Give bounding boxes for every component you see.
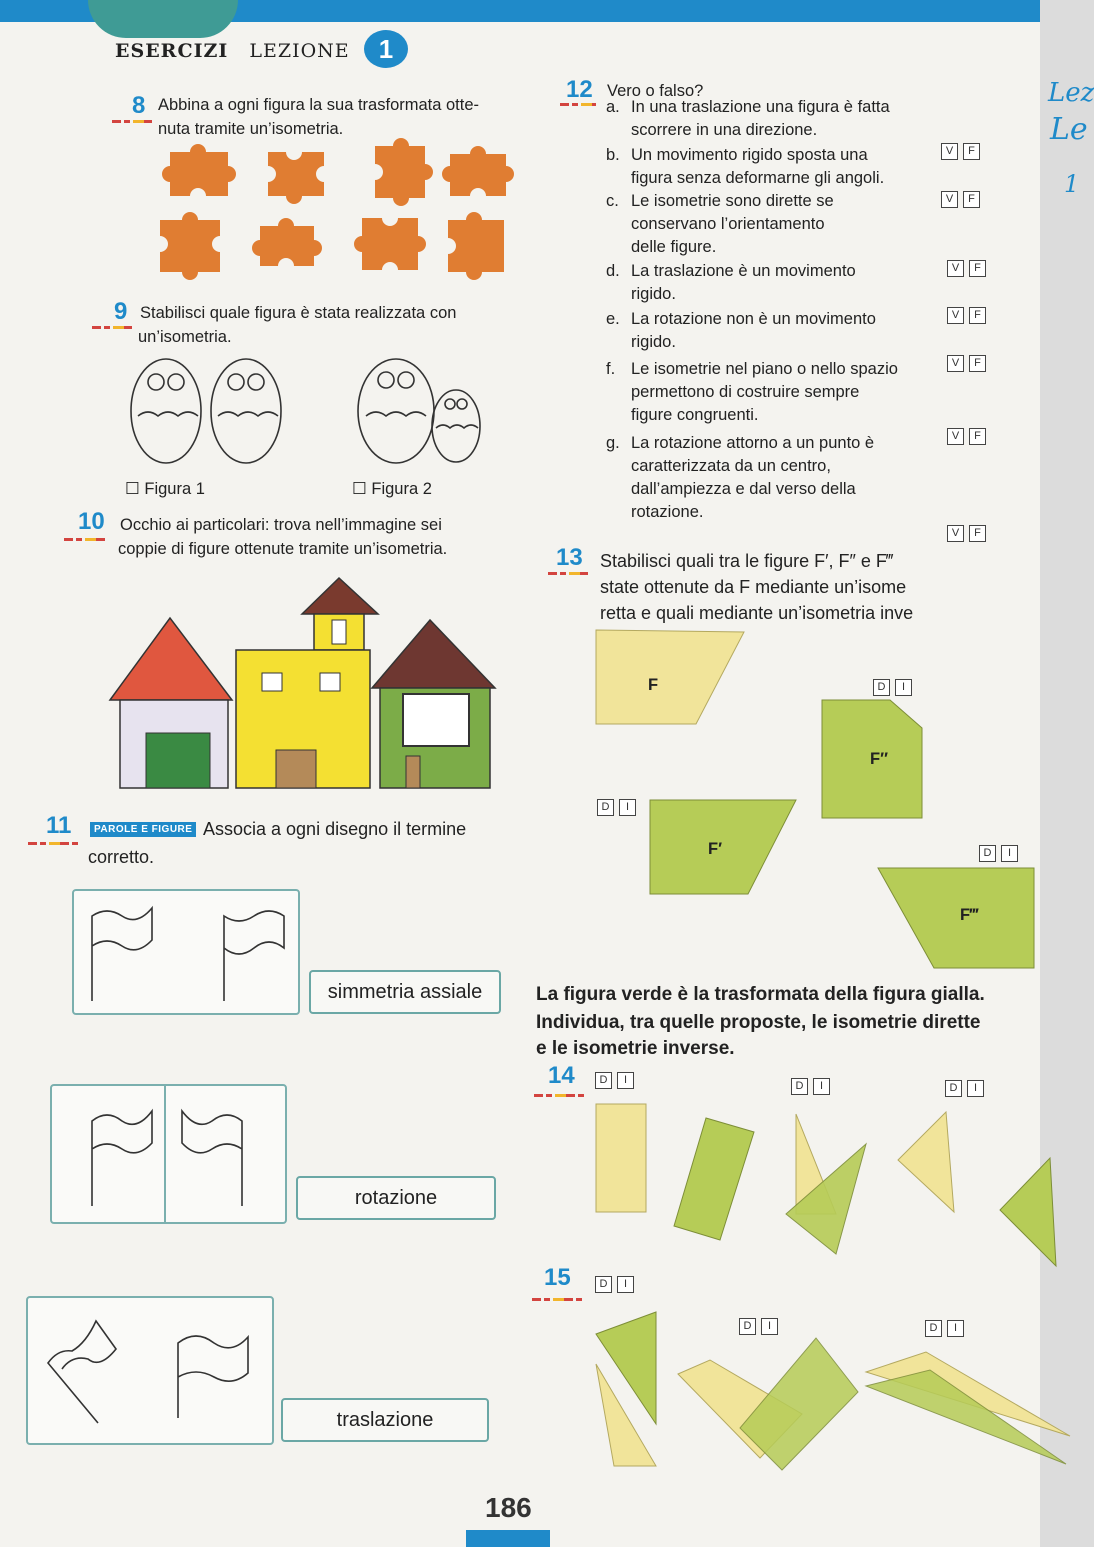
difficulty-marker: [92, 326, 132, 329]
direct-checkbox[interactable]: D: [791, 1078, 808, 1095]
exercise-8-text: Abbina a ogni figura la sua trasformata otte-: [158, 96, 480, 114]
tf-item-text: figure congruenti.: [631, 406, 759, 424]
tf-item-text: Un movimento rigido sposta una: [631, 146, 868, 164]
flag-drawing-card-2: [50, 1084, 287, 1224]
tf-item-text: rigido.: [631, 285, 676, 303]
adjacent-page-fragment: Lez: [1048, 78, 1094, 108]
false-checkbox[interactable]: F: [963, 191, 980, 208]
tf-item-text: La rotazione non è un movimento: [631, 310, 876, 328]
tf-item-letter: g.: [606, 434, 620, 452]
adjacent-page-fragment: 1: [1064, 170, 1080, 198]
direct-checkbox[interactable]: D: [979, 845, 996, 862]
term-simmetria-assiale[interactable]: simmetria assiale: [309, 970, 501, 1014]
tf-item-text: permettono di costruire sempre: [631, 383, 860, 401]
page-number-bar: [466, 1530, 550, 1547]
true-false-choice: [942, 305, 986, 324]
page-number: 186: [485, 1492, 532, 1523]
true-checkbox[interactable]: V: [947, 260, 964, 277]
tf-item-text: rigido.: [631, 333, 676, 351]
exercise-9-text: Stabilisci quale figura è stata realizzata con: [140, 304, 457, 322]
inverse-checkbox[interactable]: I: [619, 799, 636, 816]
tf-item-text: Le isometrie sono dirette se: [631, 192, 834, 210]
exercise-10-text: coppie di figure ottenute tramite un’isometria.: [118, 540, 448, 558]
difficulty-marker: [28, 842, 78, 845]
shape-f-prime: [648, 798, 798, 896]
figure-1-option[interactable]: ☐ Figura 1: [125, 480, 205, 498]
exercise-15-number: 15: [544, 1264, 571, 1291]
f-double-prime-choice: [868, 677, 912, 696]
inverse-checkbox[interactable]: I: [813, 1078, 830, 1095]
exercise-10-text: Occhio ai particolari: trova nell’immagine sei: [120, 516, 442, 534]
difficulty-marker: [548, 572, 588, 575]
direct-checkbox[interactable]: D: [739, 1318, 756, 1335]
true-checkbox[interactable]: V: [947, 355, 964, 372]
tf-item-letter: c.: [606, 192, 619, 210]
exercise-13-number: 13: [556, 544, 583, 571]
difficulty-marker: [560, 103, 596, 106]
instruction-text: Individua, tra quelle proposte, le isometrie dirette: [536, 1012, 981, 1033]
true-checkbox[interactable]: V: [947, 428, 964, 445]
direct-checkbox[interactable]: D: [873, 679, 890, 696]
tf-item-text: rotazione.: [631, 503, 704, 521]
exercise-14-number: 14: [548, 1062, 575, 1089]
lesson-number-badge: 1: [364, 30, 408, 68]
instruction-text: e le isometrie inverse.: [536, 1038, 735, 1059]
exercise-12-title: Vero o falso?: [607, 82, 704, 100]
ex15-shapes: [590, 1306, 1070, 1476]
tf-item-text: figura senza deformarne gli angoli.: [631, 169, 885, 187]
exercise-9-number: 9: [114, 298, 128, 325]
difficulty-marker: [534, 1094, 584, 1097]
label-f-triple-prime: F‴: [960, 906, 978, 924]
shape-f: [596, 630, 746, 725]
exercise-12-number: 12: [566, 76, 593, 103]
inverse-checkbox[interactable]: I: [895, 679, 912, 696]
flag-pair-1: [74, 891, 298, 1013]
true-checkbox[interactable]: V: [947, 307, 964, 324]
direct-checkbox[interactable]: D: [945, 1080, 962, 1097]
tf-item-text: La traslazione è un movimento: [631, 262, 856, 280]
true-false-choice: [942, 426, 986, 445]
tf-item-text: caratterizzata da un centro,: [631, 457, 831, 475]
house-illustration: [110, 570, 500, 790]
inverse-checkbox[interactable]: I: [617, 1276, 634, 1293]
parole-e-figure-tag: PAROLE E FIGURE: [90, 822, 196, 837]
false-checkbox[interactable]: F: [969, 428, 986, 445]
owl-figures: [128, 356, 488, 471]
adjacent-page-fragment: Le: [1050, 112, 1088, 147]
tf-item-text: In una traslazione una figura è fatta: [631, 98, 890, 116]
flag-pair-2: [52, 1086, 285, 1222]
tf-item-text: Le isometrie nel piano o nello spazio: [631, 360, 898, 378]
label-f: F: [648, 676, 659, 694]
f-triple-prime-choice: [974, 843, 1018, 862]
true-checkbox[interactable]: V: [947, 525, 964, 542]
inverse-checkbox[interactable]: I: [1001, 845, 1018, 862]
false-checkbox[interactable]: F: [969, 260, 986, 277]
direct-checkbox[interactable]: D: [595, 1276, 612, 1293]
flag-pair-3: [28, 1298, 272, 1443]
difficulty-marker: [64, 538, 108, 541]
ex14-choice-1: [590, 1070, 634, 1089]
term-traslazione[interactable]: traslazione: [281, 1398, 489, 1442]
inverse-checkbox[interactable]: I: [947, 1320, 964, 1337]
f-prime-choice: [592, 797, 636, 816]
shape-f-triple-prime: [876, 866, 1036, 970]
true-false-choice: [936, 189, 980, 208]
tf-item-text: scorrere in una direzione.: [631, 121, 818, 139]
exercise-9-text: un’isometria.: [138, 328, 232, 346]
exercise-13-text: state ottenute da F mediante un’isome: [600, 577, 907, 597]
label-f-prime: F′: [708, 840, 723, 858]
true-checkbox[interactable]: V: [941, 191, 958, 208]
exercise-13-text: retta e quali mediante un’isometria inve: [600, 603, 914, 623]
page-header: ESERCIZI LEZIONE: [115, 40, 350, 62]
tf-item-letter: d.: [606, 262, 620, 280]
flag-drawing-card-1: [72, 889, 300, 1015]
tf-item-letter: a.: [606, 98, 620, 116]
difficulty-marker: [112, 120, 152, 123]
figure-2-option[interactable]: ☐ Figura 2: [352, 480, 432, 498]
true-checkbox[interactable]: V: [941, 143, 958, 160]
tf-item-letter: e.: [606, 310, 620, 328]
exercise-13-text: Stabilisci quali tra le figure F′, F″ e F‴: [600, 551, 894, 571]
exercise-11-text: Associa a ogni disegno il termine: [203, 819, 467, 839]
direct-checkbox[interactable]: D: [925, 1320, 942, 1337]
exercise-8-text: nuta tramite un’isometria.: [158, 120, 344, 138]
ex15-choice-1: [590, 1274, 634, 1293]
false-checkbox[interactable]: F: [969, 355, 986, 372]
header-tab: [88, 0, 238, 38]
tf-item-letter: b.: [606, 146, 620, 164]
inverse-checkbox[interactable]: I: [617, 1072, 634, 1089]
exercise-10-number: 10: [78, 508, 105, 535]
exercise-8-number: 8: [132, 92, 146, 119]
term-rotazione[interactable]: rotazione: [296, 1176, 496, 1220]
inverse-checkbox[interactable]: I: [967, 1080, 984, 1097]
ex14-choice-2: [786, 1076, 830, 1095]
true-false-choice: [942, 258, 986, 277]
exercise-11-text: corretto.: [88, 847, 155, 867]
puzzle-pieces: [150, 140, 530, 280]
true-false-choice: [942, 353, 986, 372]
tf-item-text: conservano l’orientamento: [631, 215, 825, 233]
exercise-11-number: 11: [46, 812, 72, 839]
false-checkbox[interactable]: F: [969, 525, 986, 542]
false-checkbox[interactable]: F: [963, 143, 980, 160]
tf-item-text: La rotazione attorno a un punto è: [631, 434, 875, 452]
true-false-choice: [936, 141, 980, 160]
difficulty-marker: [532, 1298, 582, 1301]
tf-item-text: dall’ampiezza e dal verso della: [631, 480, 856, 498]
direct-checkbox[interactable]: D: [595, 1072, 612, 1089]
inverse-checkbox[interactable]: I: [761, 1318, 778, 1335]
tf-item-letter: f.: [606, 360, 616, 378]
flag-drawing-card-3: [26, 1296, 274, 1445]
ex14-shapes: [590, 1098, 1060, 1268]
false-checkbox[interactable]: F: [969, 307, 986, 324]
direct-checkbox[interactable]: D: [597, 799, 614, 816]
tf-item-text: delle figure.: [631, 238, 717, 256]
ex14-choice-3: [940, 1078, 984, 1097]
true-false-choice: [942, 523, 986, 542]
instruction-text: La figura verde è la trasformata della figura gialla.: [536, 984, 985, 1005]
label-f-double-prime: F″: [870, 750, 888, 768]
